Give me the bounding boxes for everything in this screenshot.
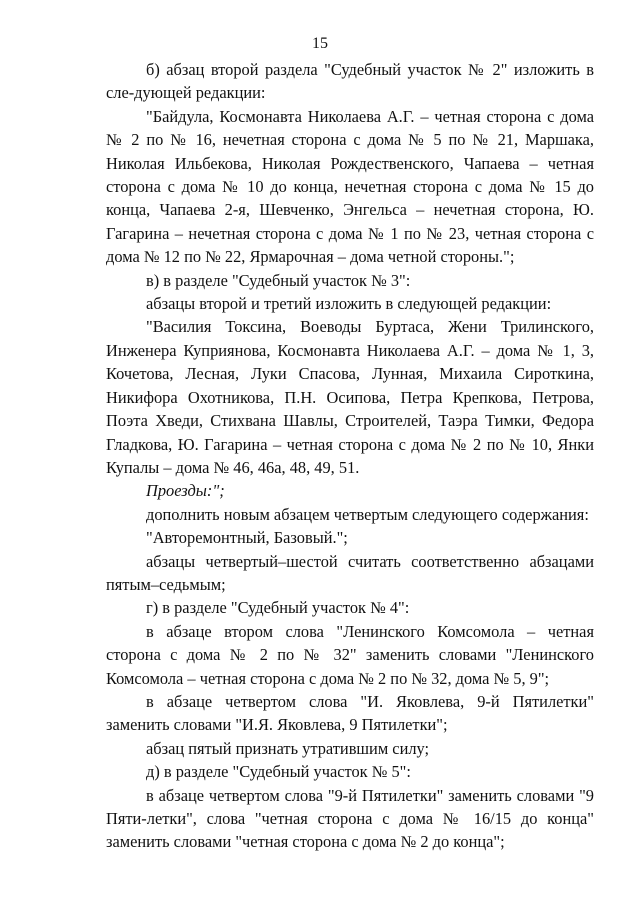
- paragraph: "Василия Токсина, Воеводы Буртаса, Жени Трилинского, Инженера Куприянова, Космонавта Николаева А.Г. – дома № 1, 3, Кочетова, Лесная, Луки Спасова, Лунная, Михаила Сироткина, Никифора Охотникова, П.Н. Осипова, Петра Крепкова, Петрова, Поэта Хведи, Стихвана Шавлы, Строителей, Таэра Тимки, Федора Гладкова, Ю. Гагарина – четная сторона с дома № 2 по № 10, Янки Купалы – дома № 46, 46а, 48, 49, 51.: [106, 317, 594, 477]
- paragraph: дополнить новым абзацем четвертым следующего содержания:: [146, 504, 589, 524]
- paragraph: б) абзац второй раздела "Судебный участок № 2" изложить в сле-дующей редакции:: [106, 60, 594, 103]
- paragraph: абзацы второй и третий изложить в следующей редакции:: [146, 294, 552, 314]
- paragraph: Проезды:";: [146, 481, 225, 501]
- paragraph: в абзаце четвертом слова "9-й Пятилетки" заменить словами "9 Пяти-летки", слова "четная сторона с дома № 16/15 до конца" заменить словами "четная сторона с дома № 2 до конца";: [106, 785, 594, 852]
- paragraph: "Авторемонтный, Базовый.";: [146, 528, 348, 548]
- paragraph: д) в разделе "Судебный участок № 5":: [146, 762, 411, 782]
- paragraph: в) в разделе "Судебный участок № 3":: [146, 270, 411, 290]
- paragraph: "Байдула, Космонавта Николаева А.Г. – четная сторона с дома № 2 по № 16, нечетная сторона с дома № 5 по № 21, Маршака, Николая Ильбекова, Николая Рождественского, Чапаева – четная сторона с дома № 10 до конца, нечетная сторона с дома № 15 до конца, Чапаева 2-я, Шевченко, Энгельса – нечетная сторона, Ю. Гагарина – нечетная сторона с дома № 1 по № 23, четная сторона с дома № 12 по № 22, Ярмарочная – дома четной стороны.";: [106, 106, 594, 267]
- paragraph: абзацы четвертый–шестой считать соответственно абзацами пятым–седьмым;: [106, 551, 594, 594]
- document-body: [106, 58, 594, 854]
- page-number: 15: [312, 35, 328, 52]
- paragraph: г) в разделе "Судебный участок № 4":: [146, 598, 410, 618]
- paragraph: в абзаце втором слова "Ленинского Комсомола – четная сторона с дома № 2 по № 32" заменить словами "Ленинского Комсомола – четная сторона с дома № 2 по № 32, дома № 5, 9";: [106, 621, 594, 688]
- paragraph: в абзаце четвертом слова "И. Яковлева, 9-й Пятилетки" заменить словами "И.Я. Яковлева, 9 Пятилетки";: [106, 691, 594, 735]
- paragraph: абзац пятый признать утратившим силу;: [146, 738, 430, 758]
